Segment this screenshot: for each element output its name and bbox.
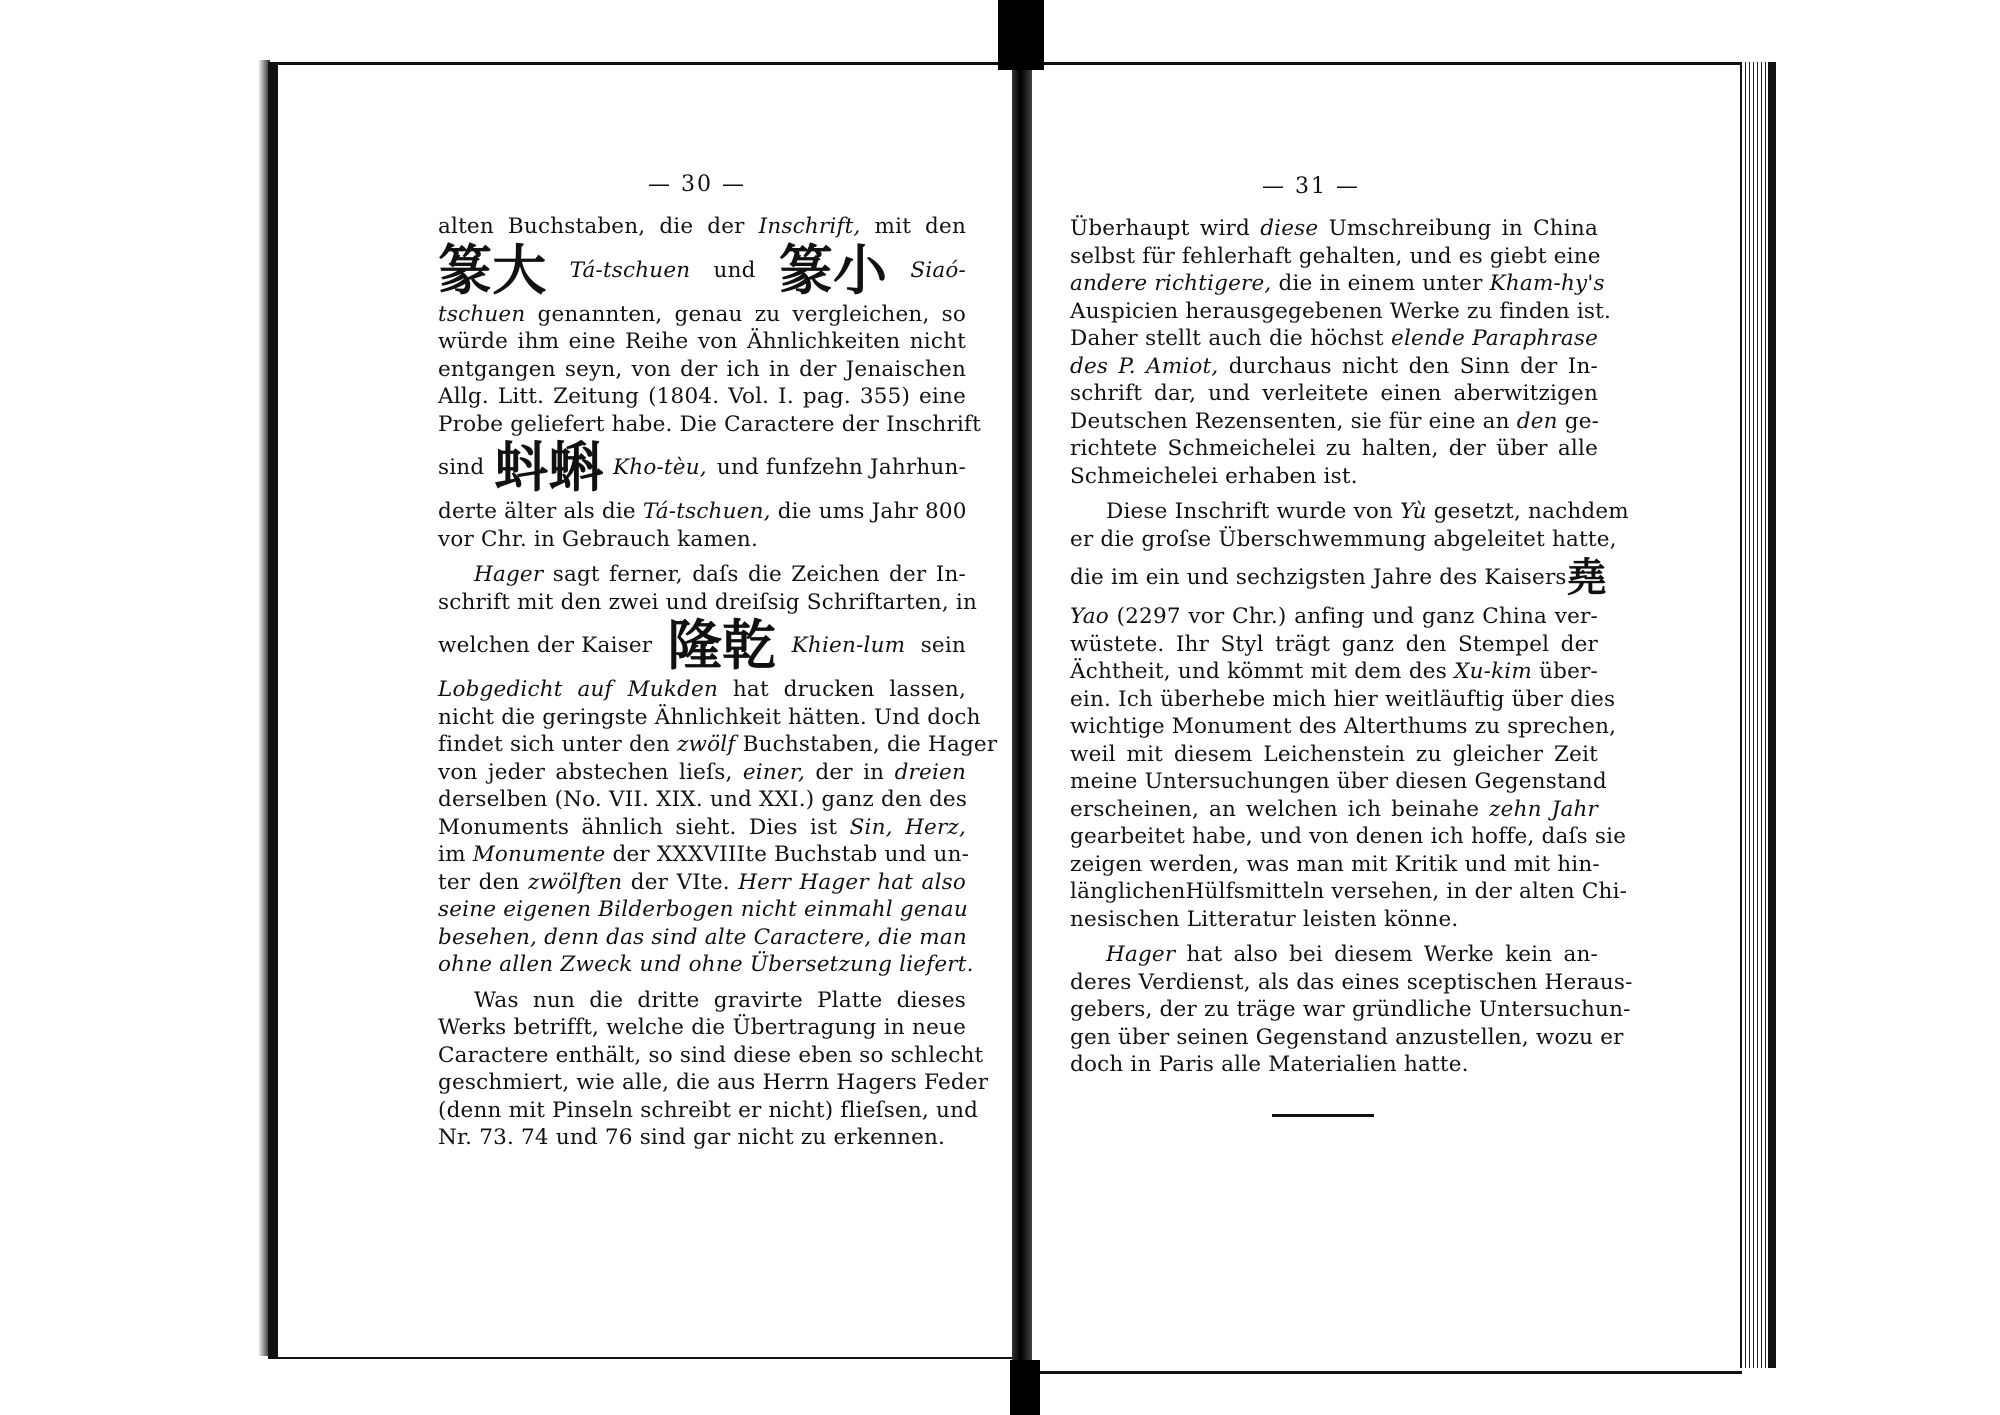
italic-term: Tá-tschuen (569, 257, 691, 283)
text-line: gen über seinen Gegenstand anzustellen, wozu er (1070, 1024, 1624, 1050)
right-page-text (1070, 215, 1633, 1079)
italic-term: Yù (1400, 499, 1427, 524)
text-line: Diese Inschrift wurde von Yù gesetzt, nachdem (1106, 499, 1629, 524)
text-line: selbst für fehlerhaft gehalten, und es giebt eine (1070, 243, 1601, 269)
text-line: Überhaupt wird diese Umschreibung in China (1070, 216, 1598, 241)
paragraph (438, 987, 989, 1152)
italic-term: Hager (1106, 942, 1176, 967)
italic-term: Khien-lum (791, 633, 906, 659)
chinese-character: 堯 (1566, 555, 1607, 601)
text-line: würde ihm eine Reihe von Ähnlichkeiten nicht (438, 329, 966, 354)
text-line: Hager sagt ferner, daſs die Zeichen der In- (474, 562, 966, 587)
italic-term: Monumente (472, 842, 606, 867)
chinese-characters: 蚪蝌 (494, 436, 603, 499)
text-line (438, 951, 974, 979)
left-page-text (438, 213, 998, 1152)
text-fragment: sein (920, 633, 966, 659)
text-line: nicht die geringste Ähnlichkeit hätten. Und doch (438, 704, 981, 730)
text-line: weil mit diesem Leichenstein zu gleicher Zeit (1070, 741, 1598, 767)
paragraph (1070, 941, 1633, 1079)
right-page-number: — 31 — (1262, 174, 1360, 199)
gutter-bottom-shadow (1010, 1360, 1040, 1415)
text-line: Caractere enthält, so sind diese eben so schlecht (438, 1042, 984, 1068)
text-line: vor Chr. in Gebrauch kamen. (438, 526, 759, 552)
paragraph (1070, 603, 1628, 933)
text-line: gearbeitet habe, und von denen ich hoffe, daſs sie (1070, 824, 1627, 849)
text-line (438, 896, 966, 924)
text-fragment: welchen der Kaiser (438, 633, 653, 659)
text-line: meine Untersuchungen über diesen Gegenstand (1070, 769, 1607, 794)
italic-term: Sin, Herz, (849, 814, 966, 840)
italic-term: Kho-tèu, (613, 455, 707, 481)
text-line: erscheinen, an welchen ich beinahe zehn Jahr (1070, 796, 1599, 822)
text-line: er die groſse Überschwemmung abgeleitet hatte, (1070, 526, 1617, 552)
gutter-top-shadow (998, 0, 1044, 70)
text-line: von jeder abstechen lieſs, einer, der in dreien (438, 759, 966, 785)
chinese-characters-line (438, 438, 966, 498)
text-line: im Monumente der XXXVIIIte Buchstab und un- (438, 842, 970, 867)
text-fragment: genannten, genau zu vergleichen, so (537, 301, 966, 327)
text-line: ter den zwölften der VIte. Herr Hager hat also (438, 869, 967, 895)
chinese-characters: 篆小 (778, 238, 888, 302)
italic-term: Tá-tschuen, (642, 499, 771, 524)
italic-term: seine eigenen Bilderbogen nicht einmahl genau (438, 897, 968, 922)
text-line (438, 301, 966, 329)
text-line: Lobgedicht auf Mukden hat drucken lassen, (438, 677, 966, 702)
text-line: geschmiert, wie alle, die aus Herrn Hagers Feder (438, 1070, 989, 1095)
text-line: zeigen werden, was man mit Kritik und mit hin- (1070, 851, 1600, 877)
italic-term: Xu-kim (1454, 659, 1532, 684)
text-line: Schmeichelei erhaben ist. (1070, 463, 1358, 489)
text-line: findet sich unter den zwölf Buchstaben, die Hager (438, 732, 998, 757)
italic-term: zwölften (528, 869, 623, 895)
italic-term: andere richtigere, (1070, 271, 1272, 296)
italic-term: Inschrift, (758, 214, 861, 239)
italic-term: zehn Jahr (1489, 796, 1599, 822)
text-line: Probe geliefert habe. Die Caractere der Inschrift (438, 411, 981, 437)
text-line: Hager hat also bei diesem Werke kein an- (1106, 942, 1598, 967)
paragraph (1070, 498, 1629, 553)
italic-term: Kham-hy's (1489, 271, 1605, 296)
end-rule (1272, 1114, 1374, 1117)
chinese-characters: 篆大 (438, 238, 547, 302)
text-line: wichtige Monument des Alterthums zu sprechen, (1070, 714, 1617, 739)
italic-term: Lobgedicht auf Mukden (438, 677, 719, 702)
left-page-number: — 30 — (648, 172, 746, 197)
text-line: gebers, der zu träge war gründliche Untersuchun- (1070, 997, 1631, 1022)
italic-term: dreien (894, 759, 966, 785)
text-fragment: die im ein und sechzigsten Jahre des Kaisers (1070, 565, 1567, 591)
text-line: Auspicien herausgegebenen Werke zu finden ist. (1070, 298, 1611, 324)
italic-term: Yao (1070, 604, 1109, 629)
text-line: Monuments ähnlich sieht. Dies ist Sin, Herz, (438, 814, 966, 840)
italic-term: diese (1260, 216, 1319, 241)
text-line: Daher stellt auch die höchst elende Paraphrase (1070, 326, 1598, 351)
text-line: länglichenHülfsmitteln versehen, in der alten Chi- (1070, 879, 1628, 904)
text-line: deres Verdienst, als das eines sceptischen Heraus- (1070, 969, 1633, 995)
text-line: Werks betrifft, welche die Übertragung in neue (438, 1015, 966, 1040)
text-fragment: und funfzehn Jahrhun- (716, 455, 966, 481)
text-line: Allg. Litt. Zeitung (1804. Vol. I. pag. 355) eine (438, 384, 966, 409)
italic-term: tschuen (438, 301, 526, 327)
chinese-characters-line (438, 616, 966, 676)
chinese-characters-line (438, 238, 966, 302)
chinese-characters-line (1070, 553, 1607, 603)
text-line: derselben (No. VII. XIX. und XXI.) ganz den des (438, 787, 968, 812)
text-line: Ächtheit, und kömmt mit dem des Xu-kim über- (1070, 659, 1598, 684)
paragraph (438, 498, 966, 553)
paragraph (438, 676, 998, 979)
text-line: doch in Paris alle Materialien hatte. (1070, 1052, 1469, 1077)
text-line: nesischen Litteratur leisten könne. (1070, 906, 1459, 932)
text-line (438, 924, 966, 952)
text-line: entgangen seyn, von der ich in der Jenaischen (438, 356, 966, 382)
text-fragment: und (713, 257, 756, 283)
italic-term: Siaó- (910, 257, 966, 283)
right-page-stack-edge (1740, 62, 1776, 1368)
text-line: alten Buchstaben, die der Inschrift, mit den (438, 214, 966, 239)
text-line: Deutschen Rezensenten, sie für eine an den ge- (1070, 408, 1600, 434)
text-line: schrift mit den zwei und dreiſsig Schriftarten, in (438, 589, 978, 615)
text-line: Yao (2297 vor Chr.) anfing und ganz China ver- (1070, 604, 1598, 629)
book-gutter (1012, 0, 1032, 1415)
chinese-characters: 隆乾 (667, 614, 777, 677)
text-line: (denn mit Pinseln schreibt er nicht) flieſsen, und (438, 1097, 979, 1123)
text-line: Was nun die dritte gravirte Platte dieses (474, 987, 966, 1013)
text-line: andere richtigere, die in einem unter Kham-hy's (1070, 271, 1605, 296)
text-line: Nr. 73. 74 und 76 sind gar nicht zu erkennen. (438, 1125, 946, 1150)
text-line: derte älter als die Tá-tschuen, die ums Jahr 800 (438, 499, 967, 524)
italic-term: den (1516, 408, 1558, 434)
italic-term: des P. Amiot, (1070, 353, 1219, 379)
text-line: ein. Ich überhebe mich hier weitläuftig über dies (1070, 686, 1616, 712)
italic-term: elende Paraphrase (1391, 326, 1598, 351)
text-line: richtete Schmeichelei zu halten, der über alle (1070, 436, 1598, 461)
italic-term: Herr Hager hat also (738, 869, 967, 895)
text-line: des P. Amiot, durchaus nicht den Sinn der In- (1070, 353, 1598, 379)
italic-term: ohne allen Zweck und ohne Übersetzung liefert. (438, 952, 974, 977)
paragraph (438, 561, 978, 616)
italic-term: zwölf (677, 732, 736, 757)
italic-term: besehen, denn das sind alte Caractere, die man (438, 924, 967, 950)
text-line: wüstete. Ihr Styl trägt ganz den Stempel der (1070, 631, 1598, 657)
text-fragment: sind (438, 455, 485, 481)
italic-term: Hager (474, 562, 544, 587)
italic-term: einer, (742, 759, 805, 785)
text-line: schrift dar, und verleitete einen aberwitzigen (1070, 381, 1598, 406)
paragraph (1070, 215, 1611, 490)
